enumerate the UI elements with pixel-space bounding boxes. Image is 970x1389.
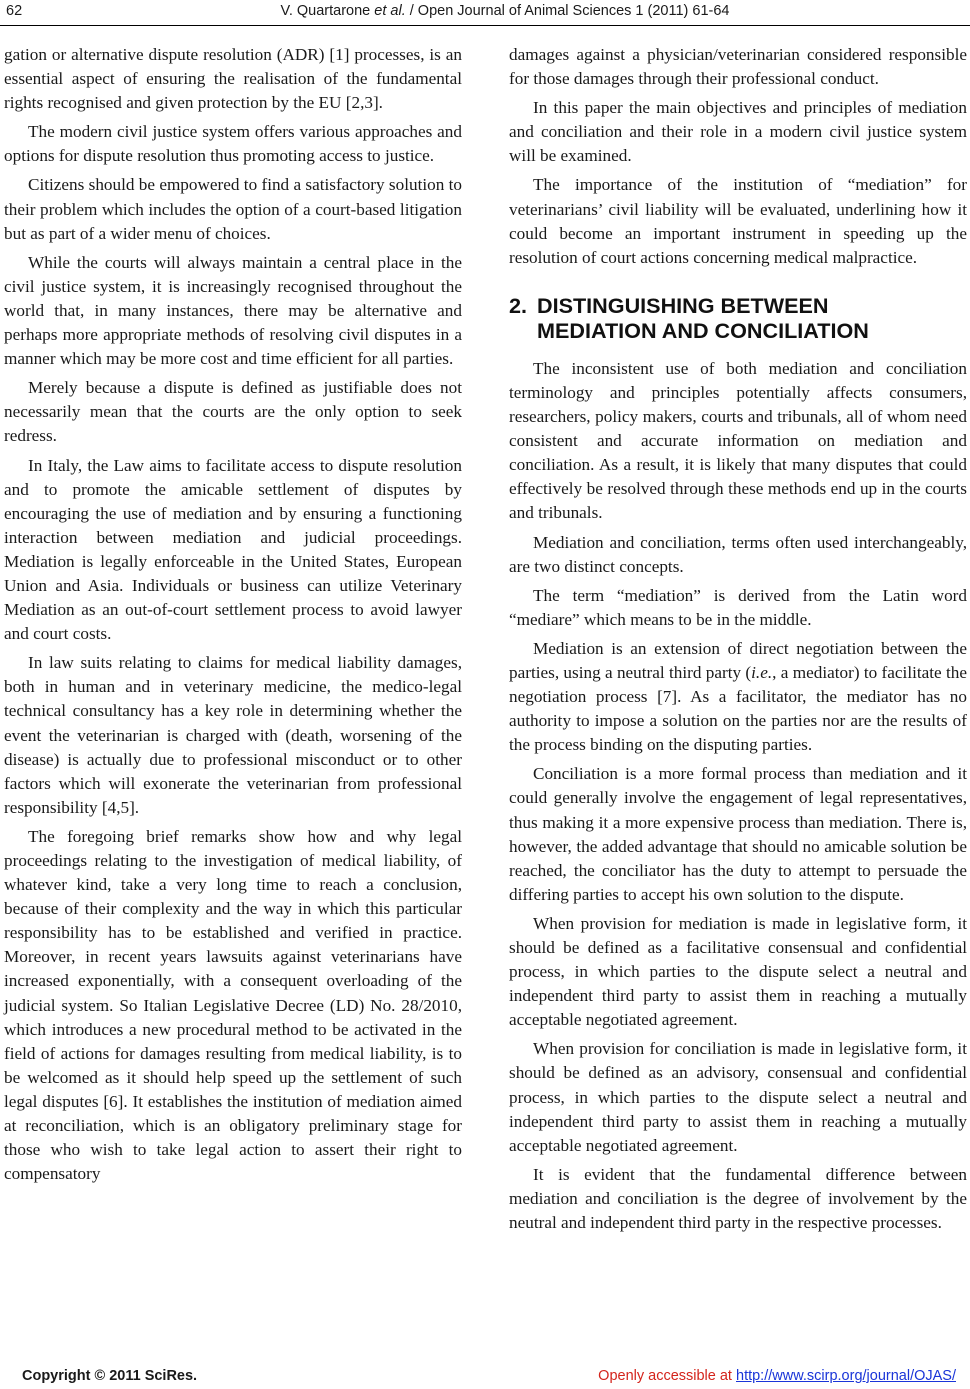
paragraph: The modern civil justice system offers various approaches and options for dispute resolution thus promoting access to justice. — [4, 122, 462, 166]
right-column — [509, 43, 967, 1235]
paragraph: Conciliation is a more formal process than mediation and it could generally involve the engagement of legal representatives, thus making it a more expensive process than mediation. There is, however, the added advantage that should no amicable solution be reached, the conciliator has the duty to attempt to persuade the differing parties to accept his own solution to the dispute. — [509, 764, 967, 904]
paragraph: It is evident that the fundamental difference between mediation and conciliation is the degree of involvement by the neutral and independent third party in the respective processes. — [509, 1164, 967, 1233]
journal-url-link[interactable]: http://www.scirp.org/journal/OJAS/ — [736, 1368, 956, 1384]
journal-citation: V. Quartarone et al. / Open Journal of Animal Sciences 1 (2011) 61-64 — [280, 3, 730, 19]
running-header — [0, 0, 970, 26]
paragraph: Merely because a dispute is defined as justifiable does not necessarily mean that the courts are the only option to seek redress. — [4, 378, 462, 446]
section-number: 2. — [509, 292, 528, 318]
paragraph: While the courts will always maintain a central place in the civil justice system, it is increasingly recognised throughout the world that, in many instances, there may be alternative and perhaps more appropriate methods of resolving civil disputes in a manner which may be more cost and time efficient for all parties. — [4, 252, 462, 369]
section-title-line2: MEDIATION AND CONCILIATION — [537, 317, 869, 343]
ie-abbreviation: i.e. — [751, 662, 773, 682]
paragraph: Citizens should be empowered to find a satisfactory solution to their problem which includes the option of a court-based litigation but as part of a wider menu of choices. — [4, 175, 462, 243]
paragraph: The foregoing brief remarks show how and why legal proceedings relating to the investigation of medical liability, of whatever kind, take a very long time to reach a conclusion, because of their complexity and the way in which this particular responsibility has to be established and verified in practice. Moreover, in recent years lawsuits against veterinarians have increased exponentially, with a consequent overloading of the judicial system. So Italian Legislative Decree (LD) No. 28/2010, which introduces a new procedural method to be activated in the field of actions for damages resulting from medical liability, is to be welcomed as it should help speed up the settlement of such legal disputes [6]. It establishes the institution of mediation aimed at reconciliation, which is an obligatory preliminary stage for those who wish to take legal action to assert their right to compensatory — [4, 826, 462, 1184]
et-al: et al. — [374, 3, 406, 19]
page-footer — [0, 1366, 970, 1388]
paragraph: The importance of the institution of “mediation” for veterinarians’ civil liability will be evaluated, underlining how it could become an important instrument in speeding up the resolution of court actions concerning medical malpractice. — [509, 175, 967, 267]
paragraph: In law suits relating to claims for medical liability damages, both in human and in veterinary medicine, the medico-legal technical consultancy has a key role in determining whether the event the veterinarian is charged with (death, worsening of the disease) is actually due to professional misconduct or to other factors which will exonerate the veterinarian from professional responsibility [4,5]. — [4, 653, 462, 817]
section-title-line1: DISTINGUISHING BETWEEN — [537, 292, 829, 318]
paragraph-mediation: Mediation is an extension of direct negotiation between the parties, using a neutral third party (i.e., a mediator) to facilitate the negotiation process [7]. As a facilitator, the mediator has no authority to impose a solution on the parties nor are the results of the process binding on the disputing parties. — [509, 638, 967, 755]
paragraph: In this paper the main objectives and principles of mediation and conciliation and their role in a modern civil justice system will be examined. — [509, 98, 967, 166]
left-column — [4, 43, 462, 1186]
paragraph: gation or alternative dispute resolution (ADR) [1] processes, is an essential aspect of ensuring the realisation of the fundamental rights recognised and given protection by the EU [2,3]. — [4, 45, 462, 113]
open-access-notice: Openly accessible at http://www.scirp.org/journal/OJAS/ — [598, 1368, 956, 1384]
section-heading — [509, 293, 967, 343]
copyright-notice: Copyright © 2011 SciRes. — [22, 1368, 198, 1384]
paragraph: In Italy, the Law aims to facilitate access to dispute resolution and to promote the amicable settlement of disputes by encouraging the use of mediation and by ensuring a functioning interaction between mediation and judicial proceedings. Mediation is legally enforceable in the United States, European Union and Asia. Individuals or business can utilize Veterinary Mediation as an out-of-court settlement process to avoid lawyer and court costs. — [4, 455, 462, 644]
paragraph: The term “mediation” is derived from the Latin word “mediare” which means to be in the middle. — [509, 585, 967, 629]
paragraph: When provision for conciliation is made in legislative form, it should be defined as an advisory, consensual and confidential process, in which parties to the dispute select a neutral and independent third party to assist them in reaching a mutually acceptable negotiated agreement. — [509, 1039, 967, 1155]
paragraph: damages against a physician/veterinarian considered responsible for those damages through their professional conduct. — [509, 45, 967, 89]
page-number: 62 — [6, 3, 23, 19]
paragraph: Mediation and conciliation, terms often used interchangeably, are two distinct concepts. — [509, 532, 967, 576]
paragraph: When provision for mediation is made in legislative form, it should be defined as a facilitative consensual and confidential process, in which parties to the dispute select a neutral and independent third party to assist them in reaching a mutually acceptable negotiated agreement. — [509, 913, 967, 1030]
paragraph: The inconsistent use of both mediation and conciliation terminology and principles potentially affects consumers, researchers, policy makers, courts and tribunals, all of whom need consistent and accurate information on mediation and conciliation. As a result, it is likely that many disputes that could effectively be resolved through these methods end up in the courts and tribunals. — [509, 358, 967, 523]
